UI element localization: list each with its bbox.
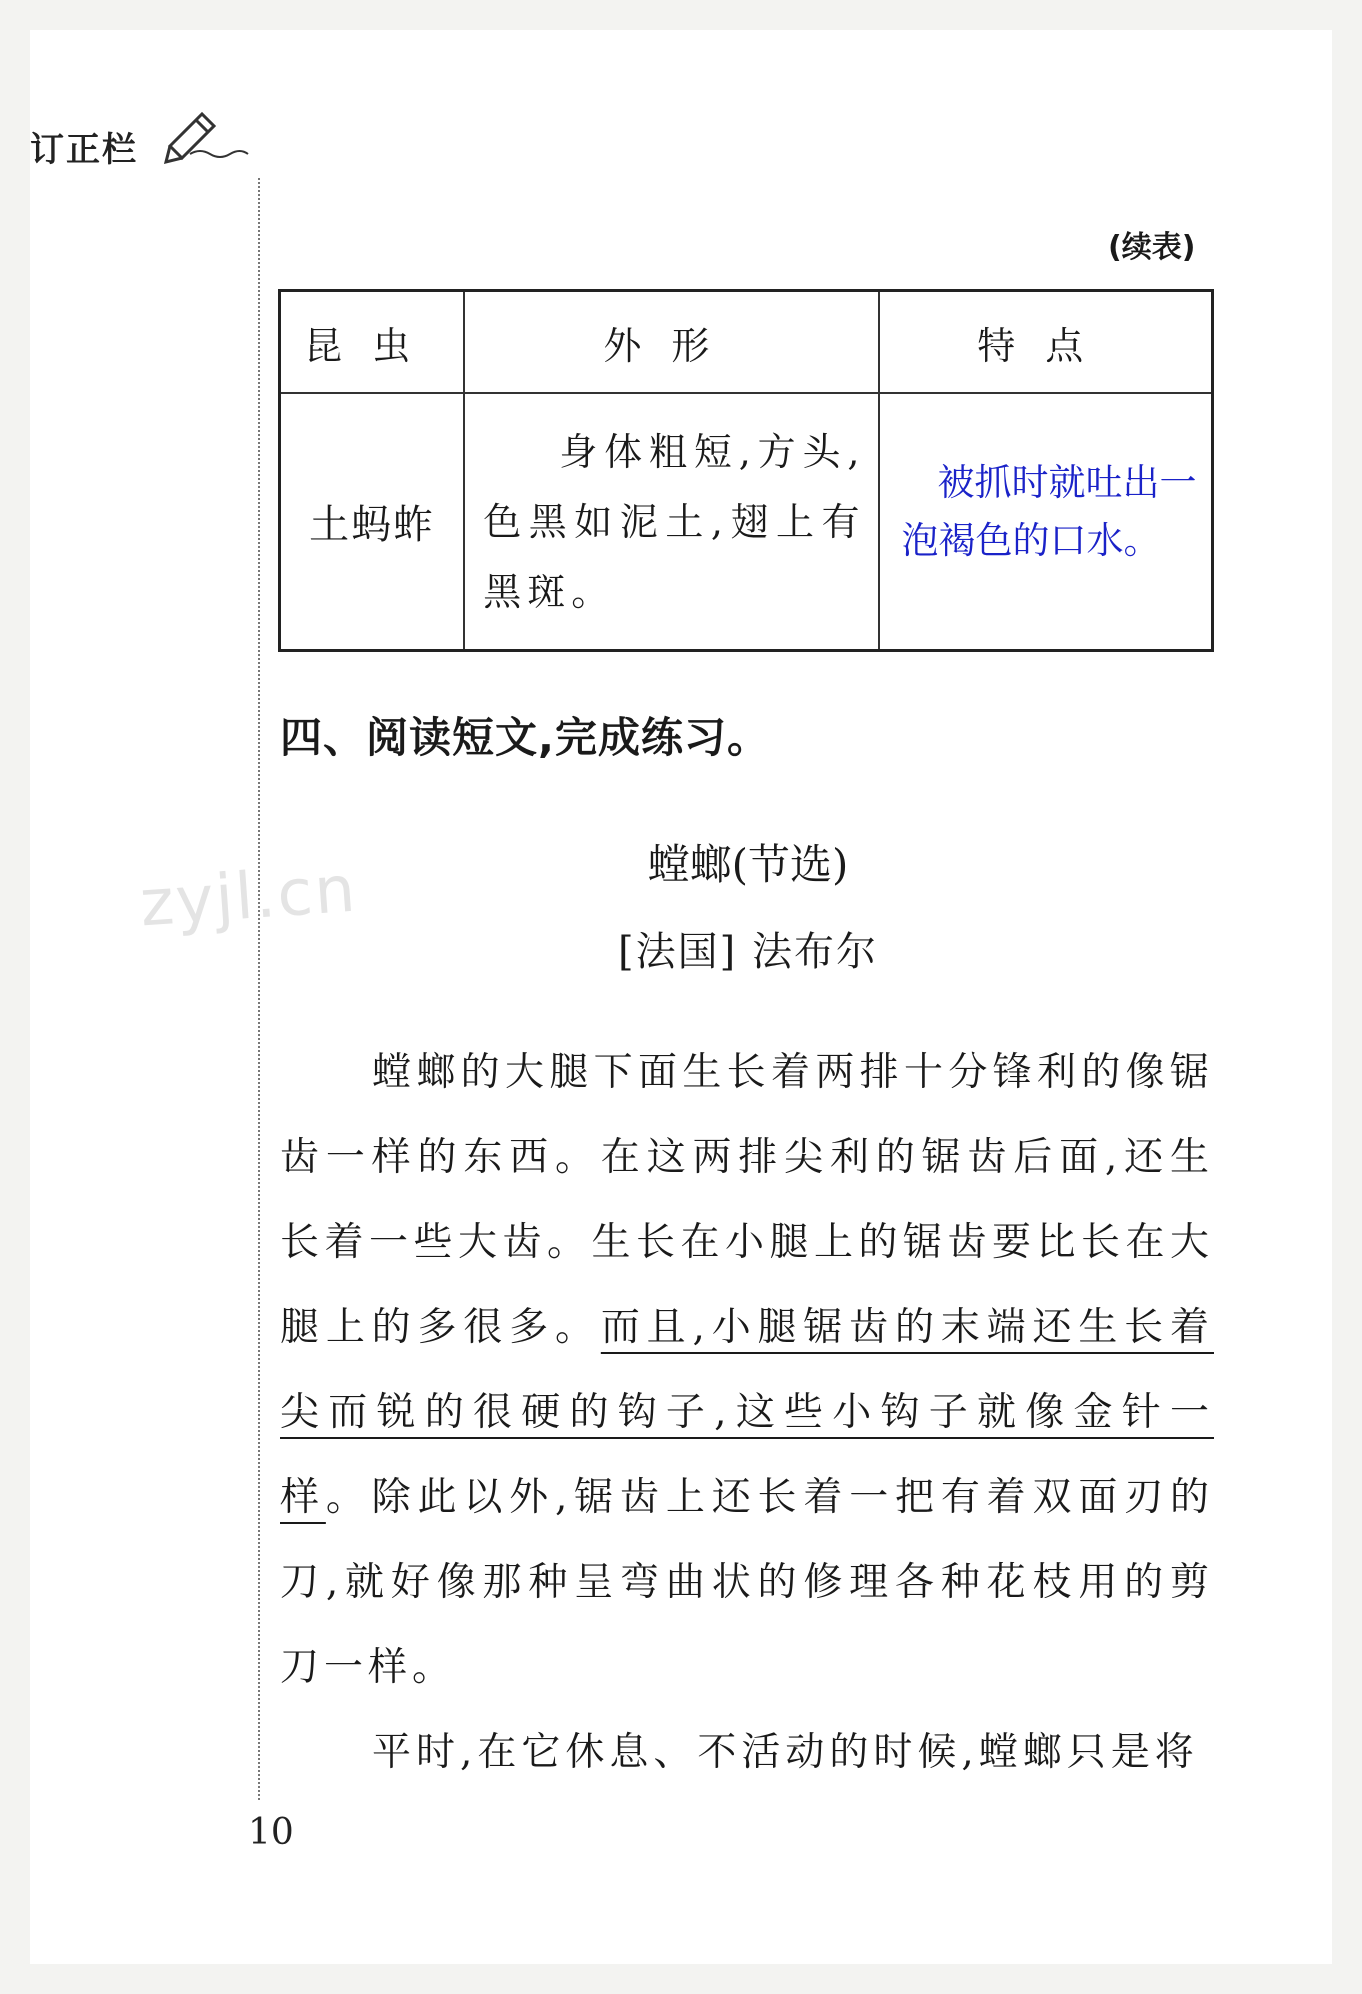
feature-cell: [879, 393, 1213, 651]
shape-cell: [464, 393, 878, 651]
table-continued-note: (续表): [1108, 230, 1196, 265]
shape-text: 身体粗短,方头,色黑如泥土,翅上有黑斑。: [483, 429, 866, 614]
watermark: zyjl.cn: [137, 852, 360, 942]
margin-divider: [258, 178, 260, 1800]
insect-name-cell: 土蚂蚱: [280, 393, 465, 651]
handwritten-answer: 被抓时就吐出一泡褐色的口水。: [901, 460, 1197, 562]
header-feature: 特点: [879, 291, 1213, 394]
page-number: 10: [248, 1812, 294, 1853]
header-shape: 外形: [464, 291, 878, 394]
table-header-row: [280, 291, 1213, 394]
paragraph-text: 螳螂的大腿下面生长着两排十分锋利的像锯齿一样的东西。在这两排尖利的锯齿后面,还生长着一些大齿。生长在小腿上的锯齿要比长在大腿上的多很多。: [280, 1050, 1214, 1350]
story-paragraph-1: [280, 1030, 1214, 1710]
story-title: 螳螂(节选): [647, 840, 849, 889]
table-row: [280, 393, 1213, 651]
section-heading: 四、阅读短文,完成练习。: [280, 713, 770, 762]
story-author: [法国] 法布尔: [618, 929, 878, 975]
story-paragraph-2: 平时,在它休息、不活动的时候,螳螂只是将: [372, 1730, 1199, 1775]
paragraph-text-continued: 。除此以外,锯齿上还长着一把有着双面刃的刀,就好像那种呈弯曲状的修理各种花枝用的剪刀一样。: [280, 1475, 1214, 1690]
insect-table: [278, 289, 1214, 652]
correction-column-label: 订正栏: [30, 130, 138, 170]
header-insect: 昆虫: [280, 291, 465, 394]
pencil-icon: [160, 108, 250, 168]
underlined-sentence: 而且,小腿锯齿的末端还生长着尖而锐的很硬的钩子,这些小钩子就像金针一样: [280, 1305, 1214, 1520]
